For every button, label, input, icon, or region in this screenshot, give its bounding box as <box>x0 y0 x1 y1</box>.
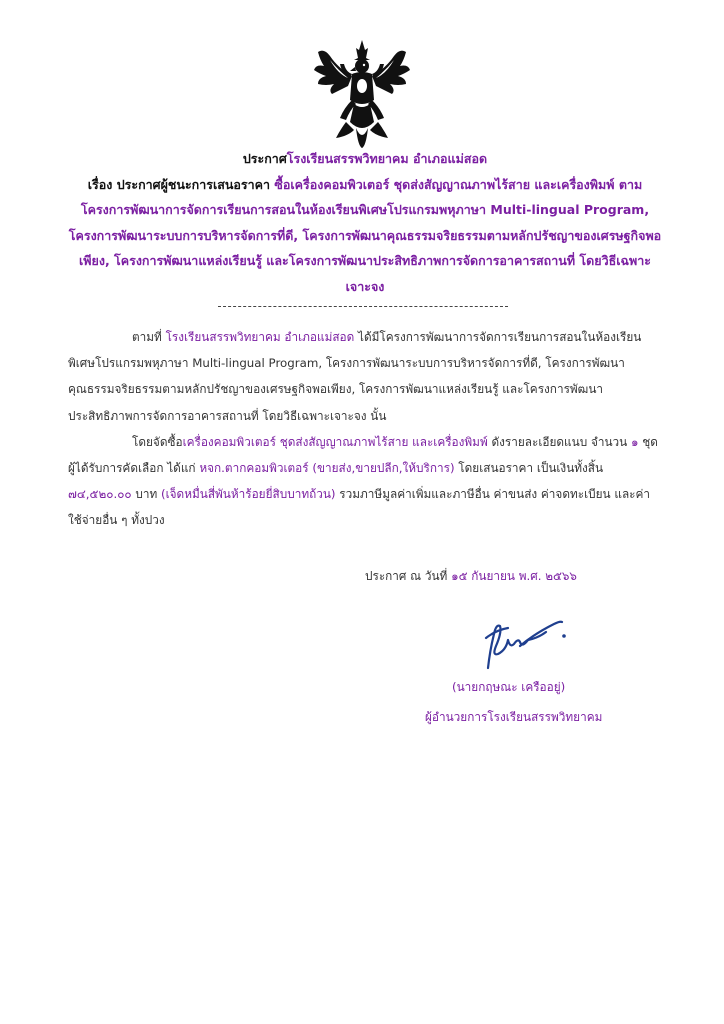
announcement-date: ๑๕ กันยายน พ.ศ. ๒๕๖๖ <box>451 569 577 583</box>
divider <box>218 306 508 308</box>
para2-text-g: รวมภาษีมูลค่าเพิ่มและภาษีอื่น ค่าขนส่ง ค่าจดทะเบียน และค่าใช้จ่ายอื่น ๆ ทั้งปวง <box>68 487 651 528</box>
header-line-2 <box>60 172 670 198</box>
signer-name: (นายกฤษณะ เครืออยู่) <box>452 680 566 694</box>
subject-label: เรื่อง ประกาศผู้ชนะการเสนอราคา <box>87 176 271 192</box>
para2-text-c: ดังรายละเอียดแนบ จำนวน <box>487 434 631 449</box>
para2-text-f: บาท <box>131 487 161 502</box>
header-line-4: โครงการพัฒนาระบบการบริหารจัดการที่ดี, โครงการพัฒนาคุณธรรมจริยธรรมตามหลักปรัชญาของเศรษฐกิจพอ <box>68 227 662 243</box>
header-line-3: โครงการพัฒนาการจัดการเรียนการสอนในห้องเรียนพิเศษโปรแกรมพหุภาษา Multi-lingual Program, <box>80 202 650 217</box>
header-line-6: เจาะจง <box>345 278 385 294</box>
para2-item: เครื่องคอมพิวเตอร์ ชุดส่งสัญญาณภาพไร้สาย และเครื่องพิมพ์ <box>182 434 488 449</box>
para2-text-e: โดยเสนอราคา เป็นเงินทั้งสิ้น <box>454 461 604 476</box>
garuda-emblem-icon <box>310 38 414 150</box>
header-line-5: เพียง, โครงการพัฒนาแหล่งเรียนรู้ และโครงการพัฒนาประสิทธิภาพการจัดการอาคารสถานที่ โดยวิธีเฉพาะ <box>79 253 651 268</box>
para2-quantity: ๑ <box>631 434 639 449</box>
signer-position: ผู้อำนวยการโรงเรียนสรรพวิทยาคม <box>425 710 603 724</box>
para2-amount-words: (เจ็ดหมื่นสี่พันห้าร้อยยี่สิบบาทถ้วน) <box>161 487 336 502</box>
announcement-body <box>68 324 658 534</box>
header-line-1 <box>60 146 670 172</box>
school-name: โรงเรียนสรรพวิทยาคม อำเภอแม่สอด <box>286 151 488 166</box>
header-announce-label: ประกาศ <box>242 151 287 166</box>
para2-winner: หจก.ตากคอมพิวเตอร์ (ขายส่ง,ขายปลีก,ให้บริการ) <box>199 461 455 476</box>
handwritten-signature <box>476 610 576 674</box>
para2-text-a: โดยจัดซื้อ <box>132 434 183 449</box>
announcement-date-line <box>365 567 577 586</box>
para1-text-c: ได้มีโครงการพัฒนาการจัดการเรียนการสอนในห้องเรียนพิเศษโปรแกรมพหุภาษา Multi-lingual Program, โครงการพัฒนาระบบการบริหารจัดการที่ดี, โครงการพัฒนาคุณธรรมจริยธรรมตามหลักปรัชญาของเศรษฐกิจพอเพียง, โครงการพัฒนาแหล่งเรียนรู้ และโครงการพัฒนาประสิทธิภาพการจัดการอาคารสถานที่ โดยวิธีเฉพาะเจาะจง นั้น <box>68 330 642 423</box>
date-prefix: ประกาศ ณ วันที่ <box>365 569 452 583</box>
announcement-header <box>60 146 670 299</box>
subject-title: ซื้อเครื่องคอมพิวเตอร์ ชุดส่งสัญญาณภาพไร้สาย และเครื่องพิมพ์ ตาม <box>270 176 643 192</box>
para1-school: โรงเรียนสรรพวิทยาคม อำเภอแม่สอด <box>165 330 355 344</box>
para2-amount: ๗๔,๕๒๐.๐๐ <box>68 487 132 502</box>
paragraph-2 <box>68 429 658 534</box>
para1-text-a: ตามที่ <box>132 330 166 344</box>
paragraph-1 <box>68 324 658 429</box>
para2-text-d: ชุด ผู้ได้รับการคัดเลือก ได้แก่ <box>68 434 658 476</box>
